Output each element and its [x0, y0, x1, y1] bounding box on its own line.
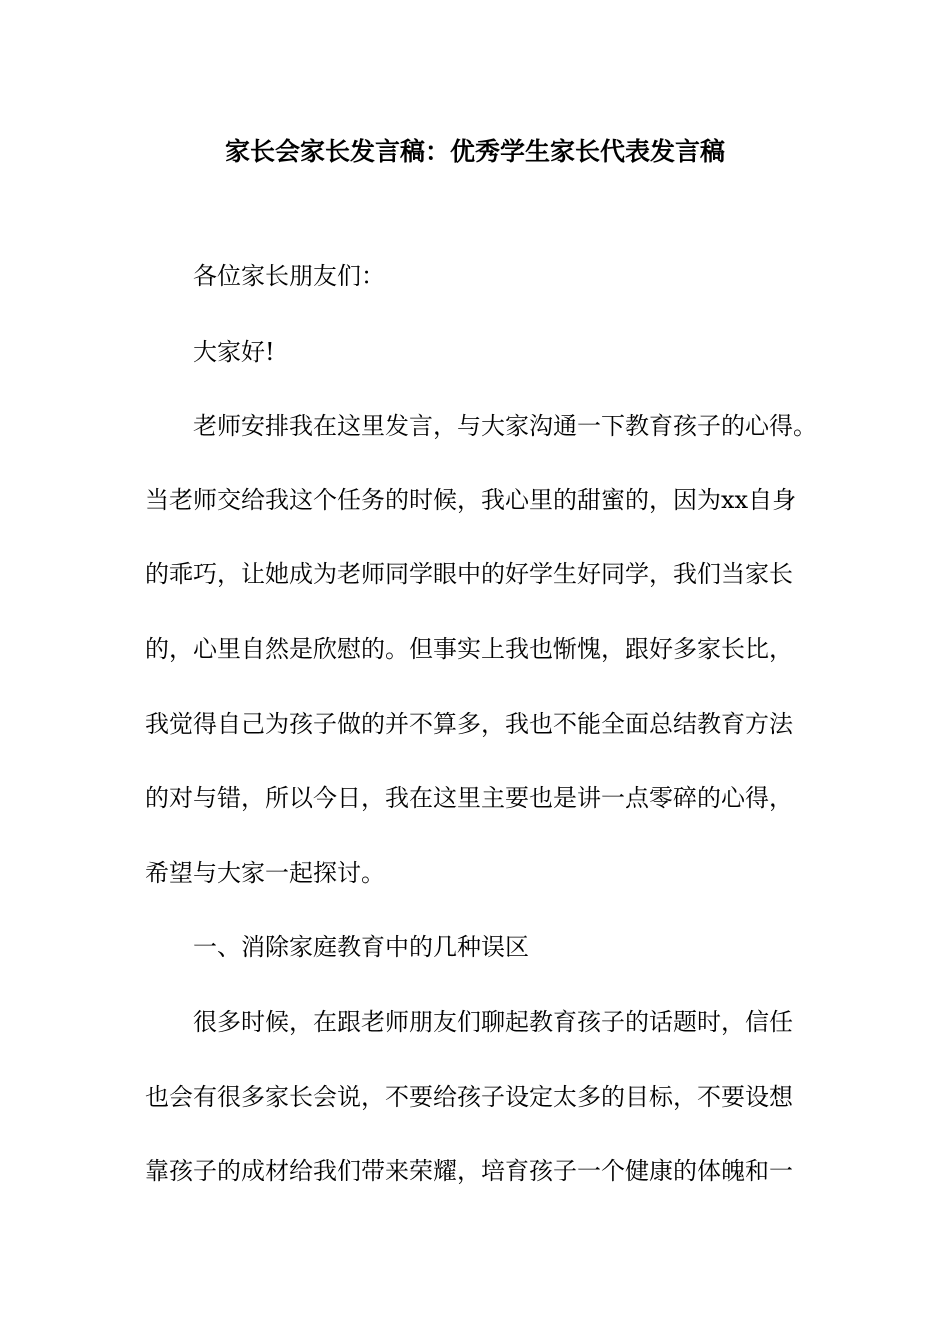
paragraph-line: 希望与大家一起探讨。	[145, 859, 385, 887]
document-title: 家长会家长发言稿：优秀学生家长代表发言稿	[224, 137, 725, 166]
paragraph-line: 也会有很多家长会说，不要给孩子设定太多的目标，不要设想	[145, 1083, 793, 1111]
paragraph-line: 很多时候，在跟老师朋友们聊起教育孩子的话题时，信任	[193, 1008, 793, 1036]
greeting-line: 大家好!	[193, 338, 275, 366]
paragraph-line: 老师安排我在这里发言，与大家沟通一下教育孩子的心得。	[193, 412, 817, 440]
paragraph-line: 的，心里自然是欣慰的。但事实上我也惭愧，跟好多家长比，	[145, 635, 793, 663]
paragraph-line: 的对与错，所以今日，我在这里主要也是讲一点零碎的心得，	[145, 784, 793, 812]
paragraph-line: 的乖巧，让她成为老师同学眼中的好学生好同学，我们当家长	[145, 560, 793, 588]
paragraph-line: 我觉得自己为孩子做的并不算多，我也不能全面总结教育方法	[145, 710, 793, 738]
paragraph-line: 当老师交给我这个任务的时候，我心里的甜蜜的，因为xx自身	[145, 486, 797, 514]
section-heading: 一、消除家庭教育中的几种误区	[193, 933, 529, 961]
salutation-line: 各位家长朋友们：	[193, 262, 385, 290]
paragraph-line: 靠孩子的成材给我们带来荣耀，培育孩子一个健康的体魄和一	[145, 1157, 793, 1185]
